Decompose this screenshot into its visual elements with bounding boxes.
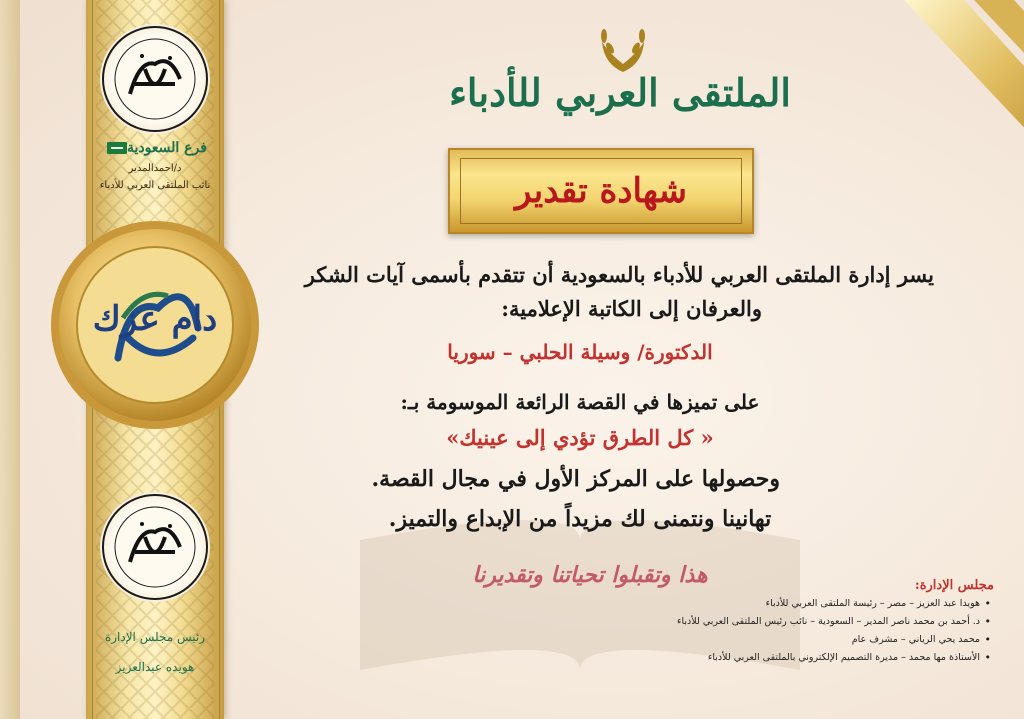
body-line-5: تهانينا ونتمنى لك مزيداً من الإبداع والتميز. [388,506,772,532]
saudi-flag-icon [107,142,127,154]
forum-title: الملتقى العربي للأدباء [449,70,791,115]
deputy-name: د/احمدالمدير [128,163,182,174]
president-name: هويده عبدالعزيز [115,660,195,674]
forum-seal-logo [100,492,210,602]
forum-seal-logo [100,24,210,134]
certificate-plaque [448,148,754,234]
story-title: « كل الطرق تؤدي إلى عينيك» [446,425,714,450]
body-line-2: والعرفان إلى الكاتبة الإعلامية: [501,296,762,321]
board-member: • د. أحمد بن محمد ناصر المدير – السعودية – نائب رئيس الملتقى العربي للأدباء [620,616,980,627]
plaque-frame [460,158,742,224]
recipient-name: الدكتورة/ وسيلة الحلبي – سوريا [447,340,713,364]
closing-line: هذا وتقبلوا تحياتنا وتقديرنا [472,562,708,588]
board-member: • هويدا عبد العزيز – مصر – رئيسة الملتقى العربي للأدباء [620,598,980,609]
president-title: رئيس مجلس الإدارة [104,630,206,644]
board-member: • الأستاذة مها محمد – مديرة التصميم الإلكتروني بالملتقى العربي للأدباء [620,652,980,663]
board-members-list [620,598,994,670]
body-line-4: وحصولها على المركز الأول في مجال القصة. [371,466,780,492]
certificate-label: شهادة تقدير [514,171,688,211]
medal-text: دام عزك [92,299,218,339]
deputy-title: نائب الملتقى العربي للأدباء [99,180,211,191]
laurel-icon [594,24,652,76]
board-title: مجلس الإدارة: [914,578,994,593]
forum-seal-bottom [100,492,210,602]
board-member: • محمد يحي الرياني – مشرف عام [620,634,980,645]
forum-seal-top [100,24,210,134]
corner-gold-sash [874,0,1024,220]
gold-medal [48,218,262,432]
body-line-1: يسر إدارة الملتقى العربي للأدباء بالسعودية أن تتقدم بأسمى آيات الشكر [304,262,934,287]
left-edge-strip [0,0,20,719]
body-line-3: على تميزها في القصة الرائعة الموسومة بـ: [400,390,760,414]
branch-label: فرع السعودية [86,140,224,156]
